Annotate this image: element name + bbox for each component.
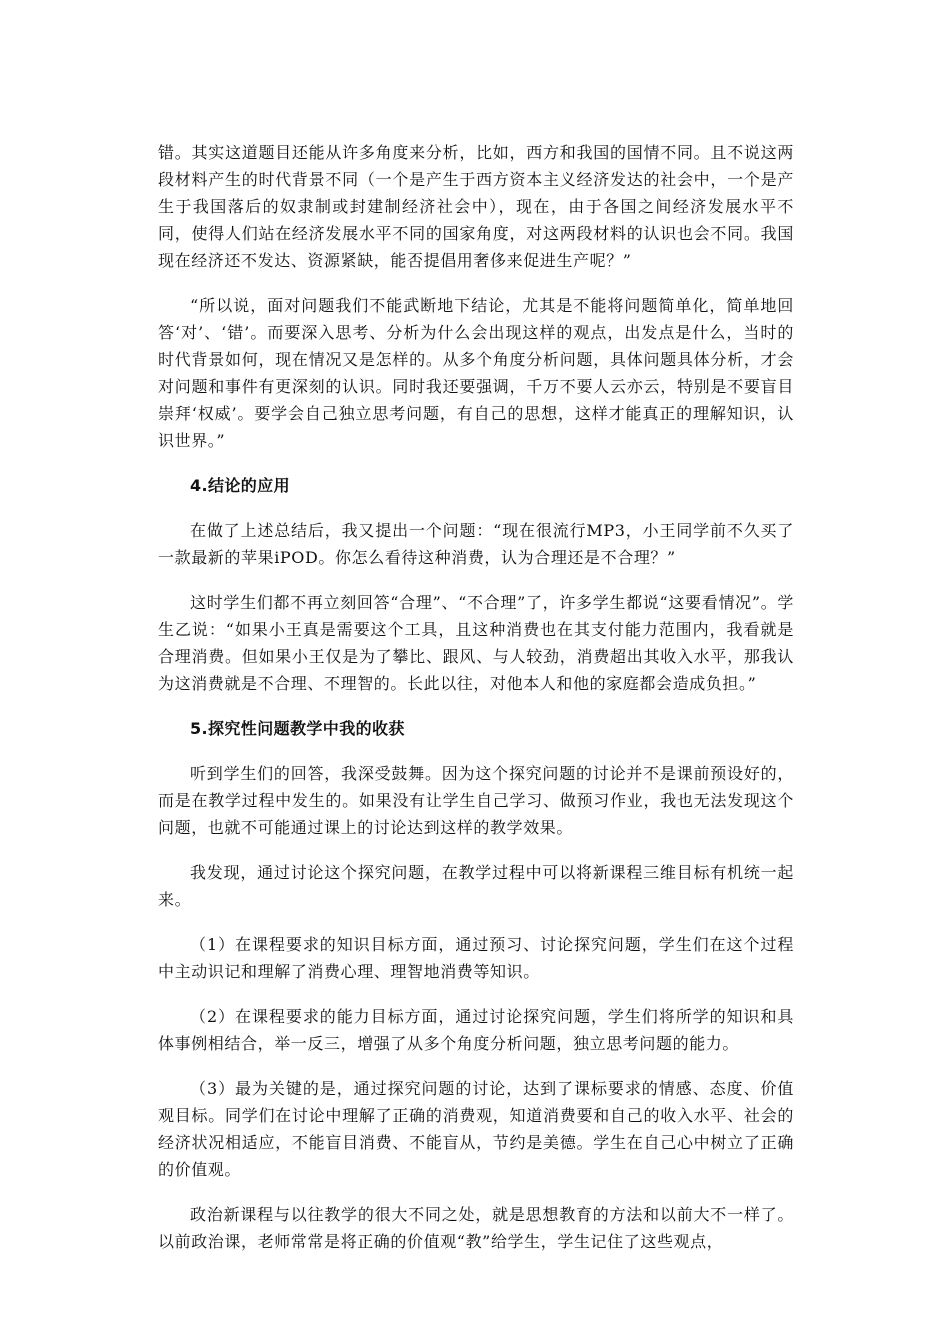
section-heading: 4.结论的应用 [190, 476, 291, 495]
section-heading: 5.探究性问题教学中我的收获 [190, 719, 405, 738]
list-item-paragraph: （3）最为关键的是，通过探究问题的讨论，达到了课标要求的情感、态度、价值观目标。同学们在讨论中理解了正确的消费观，知道消费要和自己的收入水平、社会的经济状况相适应，不能盲目消费、不能盲从，节约是美德。学生在自己心中树立了正确的价值观。 [158, 1079, 794, 1179]
paragraph: 错。其实这道题目还能从许多角度来分析，比如，西方和我国的国情不同。且不说这两段材料产生的时代背景不同（一个是产生于西方资本主义经济发达的社会中，一个是产生于我国落后的奴隶制或封建制经济社会中），现在，由于各国之间经济发展水平不同，使得人们站在经济发展水平不同的国家角度，对这两段材料的认识也会不同。我国现在经济还不发达、资源紧缺，能否提倡用奢侈来促进生产呢？” [158, 143, 794, 270]
list-item-paragraph: （2）在课程要求的能力目标方面，通过讨论探究问题，学生们将所学的知识和具体事例相结合，举一反三，增强了从多个角度分析问题，独立思考问题的能力。 [158, 1007, 794, 1053]
paragraph: 在做了上述总结后，我又提出一个问题：“现在很流行MP3，小王同学前不久买了一款最新的苹果iPOD。你怎么看待这种消费，认为合理还是不合理？” [158, 521, 794, 567]
document-page [158, 139, 794, 1273]
paragraph: 我发现，通过讨论这个探究问题，在教学过程中可以将新课程三维目标有机统一起来。 [158, 863, 794, 909]
paragraph: 政治新课程与以往教学的很大不同之处，就是思想教育的方法和以前大不一样了。以前政治课，老师常常是将正确的价值观“教”给学生，学生记住了这些观点， [158, 1205, 794, 1251]
paragraph: 听到学生们的回答，我深受鼓舞。因为这个探究问题的讨论并不是课前预设好的，而是在教学过程中发生的。如果没有让学生自己学习、做预习作业，我也无法发现这个问题，也就不可能通过课上的讨论达到这样的教学效果。 [158, 764, 794, 837]
list-item-paragraph: （1）在课程要求的知识目标方面，通过预习、讨论探究问题，学生们在这个过程中主动识记和理解了消费心理、理智地消费等知识。 [158, 935, 794, 981]
paragraph: “所以说，面对问题我们不能武断地下结论，尤其是不能将问题简单化，简单地回答‘对’、‘错’。而要深入思考、分析为什么会出现这样的观点，出发点是什么，当时的时代背景如何，现在情况又是怎样的。从多个角度分析问题，具体问题具体分析，才会对问题和事件有更深刻的认识。同时我还要强调，千万不要人云亦云，特别是不要盲目崇拜‘权威’。要学会自己独立思考问题，有自己的思想，这样才能真正的理解知识，认识世界。” [158, 296, 794, 450]
paragraph: 这时学生们都不再立刻回答“合理”、“不合理”了，许多学生都说“这要看情况”。学生乙说：“如果小王真是需要这个工具，且这种消费也在其支付能力范围内，我看就是合理消费。但如果小王仅是为了攀比、跟风、与人较劲，消费超出其收入水平，那我认为这消费就是不合理、不理智的。长此以往，对他本人和他的家庭都会造成负担。” [158, 593, 794, 693]
